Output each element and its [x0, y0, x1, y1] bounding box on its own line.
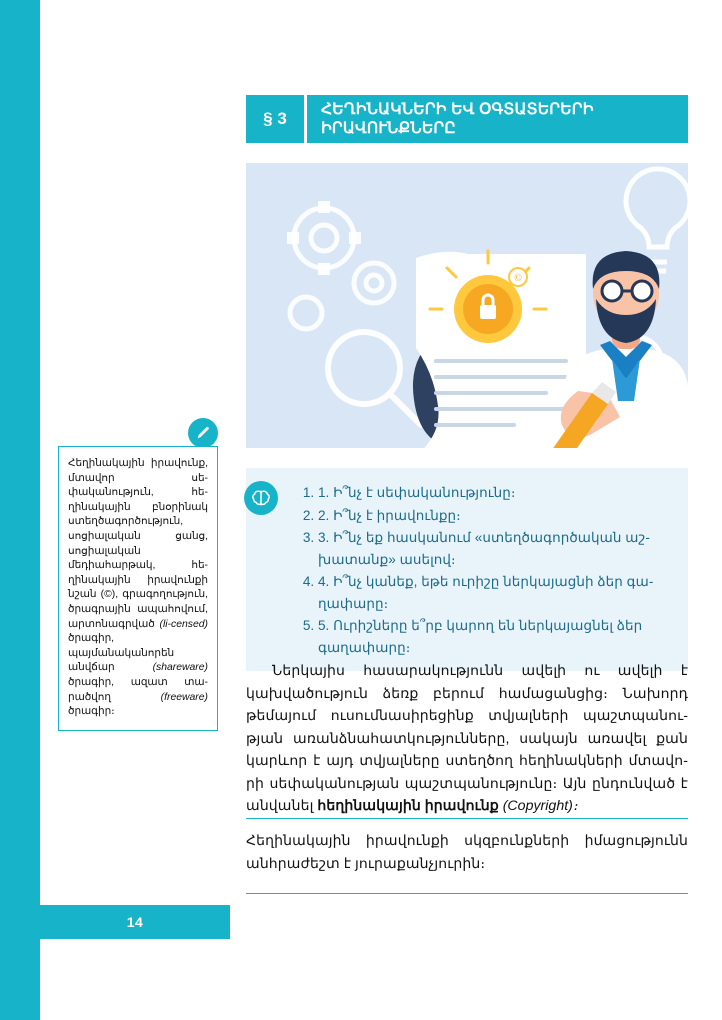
key-term-latin: (Copyright)։ [498, 798, 578, 814]
key-terms-note [58, 446, 218, 731]
note-text-4: ծրագիր։ [68, 706, 115, 718]
brain-glyph [250, 487, 272, 509]
section-title-container [307, 95, 688, 143]
brain-icon [244, 481, 278, 515]
list-item: 2. 2. Ի՞նչ է իրավունքը։ [318, 505, 678, 527]
note-term-licensed: (li-censed) [159, 618, 208, 630]
left-decorative-band [0, 0, 40, 1020]
paragraph-1-text: Ներկայիս հասարակությունն ավելի ու ավելի է կախվածություն ձեռք բերում համացանցից։ Նախորդ թեմայում ուսումնասիրեցինք տվյալների պաշտպանության առանձնահատկությունները, սակայն առավել քան կարևոր է այդ տվյալները ստեղծող հեղինակների մտավորի սեփականության պաշտպանությունը։ Այն ընդունված է անվանել [246, 663, 688, 814]
svg-text:©: © [514, 273, 522, 284]
divider-top [246, 818, 688, 819]
section-number: § 3 [246, 95, 304, 143]
list-item: 1. 1. Ի՞նչ է սեփականությունը։ [318, 482, 678, 504]
lesson-illustration [246, 163, 688, 448]
pencil-icon [188, 418, 218, 448]
key-term-copyright: հեղինակային իրավունք [317, 798, 499, 814]
list-item: 3. 3. Ի՞նչ եք հասկանում «ստեղծագործական աշխատանք» ասելով։ [318, 527, 678, 570]
questions-panel [246, 468, 688, 671]
note-term-shareware: (shareware) [152, 662, 208, 674]
copyright-certificate-illustration [246, 163, 688, 448]
pencil-glyph [195, 425, 211, 441]
note-text-3: ծրագիր, ազատ տարածվող [68, 676, 208, 703]
list-item: 5. 5. Ուրիշները ե՞րբ կարող են ներկայացնել ձեր գաղափարը։ [318, 615, 678, 658]
note-term-freeware: (freeware) [160, 691, 208, 703]
note-text-2: ծրագիր, պայմանականորեն անվճար [68, 633, 175, 674]
body-paragraph-1 [246, 660, 688, 818]
body-paragraph-2: Հեղինակային իրավունքի սկզբունքների իմացությունն անհրաժեշտ է յուրաքանչյուրին։ [246, 833, 688, 872]
note-text-1: Հեղինակային իրավունք, մտավոր սեփականություն, հեղինակային բնօրինակ ստեղծագործություն, սոցիալական ցանց, սոցիալական մեդիահարթակ, հեղինակային իրավունքի նշան (©), գրագողություն, ծրագրային ապահովում, արտոնագրված [68, 458, 208, 630]
divider-bottom [246, 893, 688, 894]
page-number: 14 [40, 905, 230, 939]
list-item: 4. 4. Ի՞նչ կանեք, եթե ուրիշը ներկայացնի ձեր գաղափարը։ [318, 571, 678, 614]
section-header [246, 95, 688, 143]
questions-list [300, 482, 678, 658]
section-title: ՀԵՂԻՆԱԿՆԵՐԻ ԵՎ ՕԳՏԱՏԵՐԵՐԻ ԻՐԱՎՈՒՆՔՆԵՐԸ [321, 101, 594, 137]
